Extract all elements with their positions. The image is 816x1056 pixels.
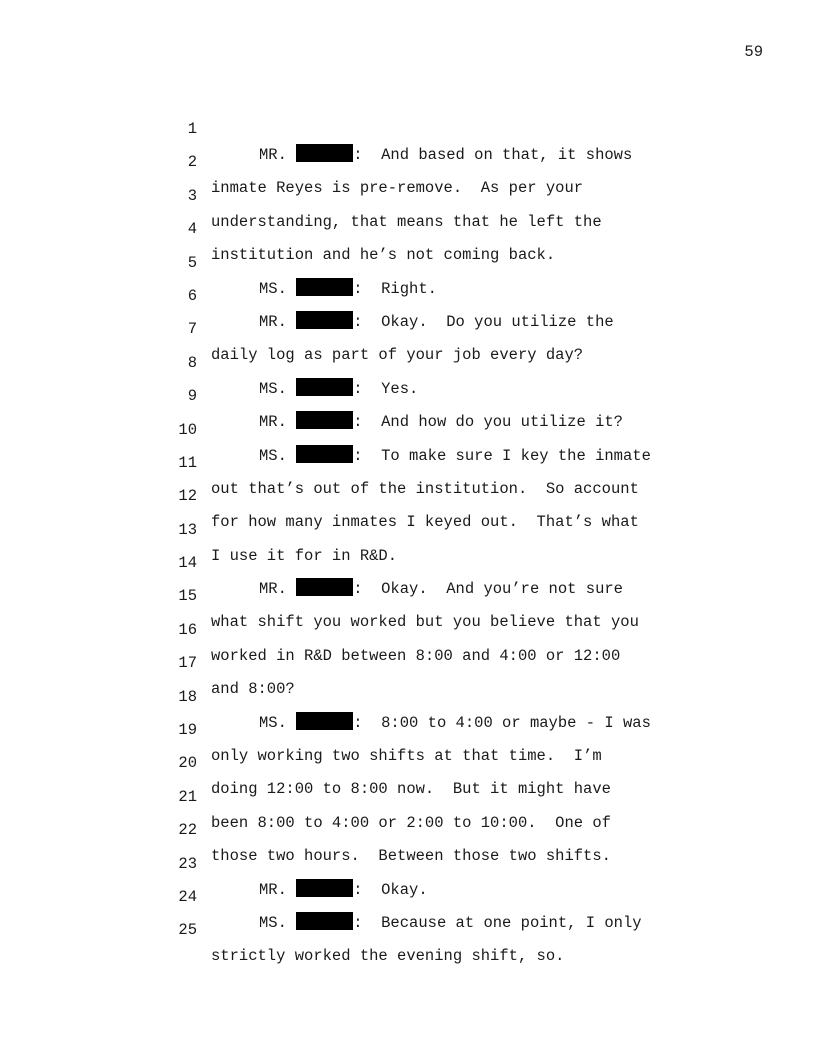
speaker-title: MR. [259, 312, 287, 331]
line-number: 10 [178, 420, 197, 439]
line-number: 2 [187, 153, 197, 172]
line-text: understanding, that means that he left the [211, 212, 602, 231]
dialogue-text: Yes. [362, 379, 419, 398]
line-number: 4 [187, 220, 197, 239]
line-text: what shift you worked but you believe that you [211, 613, 639, 632]
dialogue-text: And how do you utilize it? [362, 413, 623, 432]
dialogue-text: Okay. Do you utilize the [362, 312, 614, 331]
line-text: MR. : Okay. Do you utilize the [259, 312, 614, 331]
transcript-line [0, 290, 816, 365]
line-number: 14 [178, 554, 197, 573]
speaker-title: MS. [259, 446, 287, 465]
dialogue-text: 8:00 to 4:00 or maybe - I was [362, 713, 651, 732]
line-number: 15 [178, 587, 197, 606]
line-number: 9 [187, 387, 197, 406]
transcript-line [0, 324, 816, 398]
transcript-line [0, 257, 816, 331]
line-number: 25 [178, 921, 197, 940]
dialogue-text: Because at one point, I only [362, 913, 642, 932]
line-number: 3 [187, 186, 197, 205]
line-text: been 8:00 to 4:00 or 2:00 to 10:00. One of [211, 813, 611, 832]
line-text: doing 12:00 to 8:00 now. But it might have [211, 780, 611, 799]
dialogue-text: To make sure I key the inmate [362, 446, 651, 465]
line-number: 12 [178, 487, 197, 506]
speaker-title: MS. [259, 913, 287, 932]
line-text: only working two shifts at that time. I’m [211, 747, 602, 766]
transcript-body [0, 90, 816, 966]
line-text: inmate Reyes is pre-remove. As per your [211, 179, 584, 198]
line-text: MS. : To make sure I key the inmate [259, 446, 651, 465]
line-number: 19 [178, 721, 197, 740]
line-text: MR. : Okay. [259, 880, 428, 899]
line-number: 5 [187, 253, 197, 272]
speaker-title: MR. [259, 146, 287, 164]
dialogue-text: Right. [362, 279, 437, 298]
line-text: MS. : Right. [259, 279, 437, 298]
speaker-title: MR. [259, 880, 287, 899]
line-text: daily log as part of your job every day? [211, 346, 584, 365]
speaker-title: MS. [259, 713, 287, 732]
line-number: 8 [187, 353, 197, 372]
transcript-line [0, 123, 816, 198]
line-text: MS. : Yes. [259, 379, 419, 398]
line-number: 6 [187, 286, 197, 305]
line-text: strictly worked the evening shift, so. [211, 947, 565, 966]
speaker-title: MS. [259, 279, 287, 298]
line-text: out that’s out of the institution. So account [211, 479, 639, 498]
transcript-line [0, 224, 816, 298]
line-text: I use it for in R&D. [211, 546, 398, 565]
line-text: MR. : Okay. And you’re not sure [259, 580, 623, 599]
transcript-line [0, 190, 816, 265]
line-number: 13 [178, 520, 197, 539]
line-number: 21 [178, 787, 197, 806]
line-text: for how many inmates I keyed out. That’s what [211, 513, 639, 532]
line-number: 16 [178, 620, 197, 639]
speaker-title: MS. [259, 379, 287, 398]
line-number: 1 [187, 120, 197, 138]
transcript-line [0, 157, 816, 231]
transcript-line [0, 90, 816, 164]
dialogue-text: Okay. [362, 880, 428, 899]
line-number: 17 [178, 654, 197, 673]
line-text: and 8:00? [211, 680, 295, 699]
line-number: 22 [178, 821, 197, 840]
transcript-line [0, 891, 816, 966]
speaker-title: MR. [259, 580, 287, 599]
line-number: 7 [187, 320, 197, 339]
line-number: 20 [178, 754, 197, 773]
line-text: MR. : And how do you utilize it? [259, 413, 623, 432]
line-number: 24 [178, 887, 197, 906]
line-text: MS. : 8:00 to 4:00 or maybe - I was [259, 713, 651, 732]
dialogue-text: And based on that, it shows [362, 146, 633, 164]
speaker-title: MR. [259, 413, 287, 432]
line-number: 18 [178, 687, 197, 706]
page-number: 59 [744, 43, 763, 61]
line-text: institution and he’s not coming back. [211, 246, 556, 265]
line-text: MS. : Because at one point, I only [259, 913, 642, 932]
line-text: MR. : And based on that, it shows [259, 146, 633, 164]
dialogue-text: Okay. And you’re not sure [362, 580, 623, 599]
line-number: 23 [178, 854, 197, 873]
line-number: 11 [178, 453, 197, 472]
line-text: worked in R&D between 8:00 and 4:00 or 12:00 [211, 646, 621, 665]
line-text: those two hours. Between those two shifts. [211, 847, 611, 866]
